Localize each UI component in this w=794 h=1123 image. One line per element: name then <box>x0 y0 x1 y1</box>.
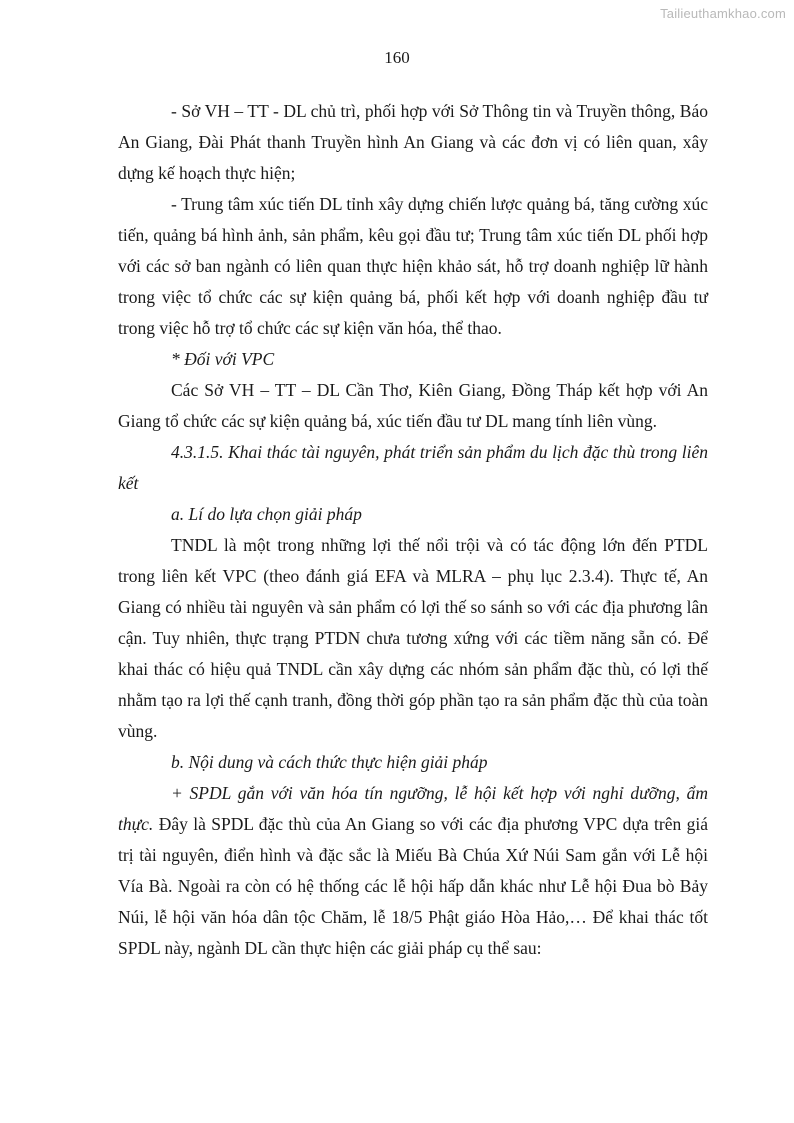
subheading-noi-dung: b. Nội dung và cách thức thực hiện giải pháp <box>171 752 488 772</box>
paragraph-spdl <box>118 778 708 964</box>
subheading-li-do: a. Lí do lựa chọn giải pháp <box>171 504 362 524</box>
paragraph-tndl: TNDL là một trong những lợi thế nổi trội và có tác động lớn đến PTDL trong liên kết VPC (theo đánh giá EFA và MLRA – phụ lục 2.3.4). Thực tế, An Giang có nhiều tài nguyên và sản phẩm có lợi thế so sánh so với các địa phương lân cận. Tuy nhiên, thực trạng PTDN chưa tương xứng với các tiềm năng sẵn có. Để khai thác có hiệu quả TNDL cần xây dựng các nhóm sản phẩm đặc thù, có lợi thế nhằm tạo ra lợi thế cạnh tranh, đồng thời góp phần tạo ra sản phẩm đặc thù của toàn vùng. <box>118 535 708 741</box>
heading-doi-voi-vpc: * Đối với VPC <box>171 349 275 369</box>
paragraph-so-vhttdl: - Sở VH – TT - DL chủ trì, phối hợp với Sở Thông tin và Truyền thông, Báo An Giang, Đài Phát thanh Truyền hình An Giang và các đơn vị có liên quan, xây dựng kế hoạch thực hiện; <box>118 101 708 183</box>
document-body <box>118 96 708 964</box>
watermark: Tailieuthamkhao.com <box>660 6 786 21</box>
paragraph-cac-so-vhttdl: Các Sở VH – TT – DL Cần Thơ, Kiên Giang, Đồng Tháp kết hợp với An Giang tổ chức các sự kiện quảng bá, xúc tiến đầu tư DL mang tính liên vùng. <box>118 380 708 431</box>
spdl-body-text: Đây là SPDL đặc thù của An Giang so với các địa phương VPC dựa trên giá trị tài nguyên, điển hình và đặc sắc là Miếu Bà Chúa Xứ Núi Sam gắn với Lễ hội Vía Bà. Ngoài ra còn có hệ thống các lễ hội hấp dẫn khác như Lễ hội Đua bò Bảy Núi, lễ hội văn hóa dân tộc Chăm, lễ 18/5 Phật giáo Hòa Hảo,… Để khai thác tốt SPDL này, ngành DL cần thực hiện các giải pháp cụ thể sau: <box>118 814 708 958</box>
section-heading-4-3-1-5: 4.3.1.5. Khai thác tài nguyên, phát triển sản phẩm du lịch đặc thù trong liên kết <box>118 442 708 493</box>
spdl-lead-italic: + SPDL gắn với văn hóa tín ngưỡng, lễ hội kết hợp với nghỉ dưỡng, ẩm thực. <box>118 783 708 834</box>
paragraph-trung-tam-xuc-tien: - Trung tâm xúc tiến DL tỉnh xây dựng chiến lược quảng bá, tăng cường xúc tiến, quảng bá hình ảnh, sản phẩm, kêu gọi đầu tư; Trung tâm xúc tiến DL phối hợp với các sở ban ngành có liên quan thực hiện khảo sát, hỗ trợ doanh nghiệp lữ hành trong việc tổ chức các sự kiện quảng bá, phối kết hợp với doanh nghiệp đầu tư trong việc hỗ trợ tổ chức các sự kiện văn hóa, thể thao. <box>118 194 708 338</box>
page-number: 160 <box>384 48 410 67</box>
